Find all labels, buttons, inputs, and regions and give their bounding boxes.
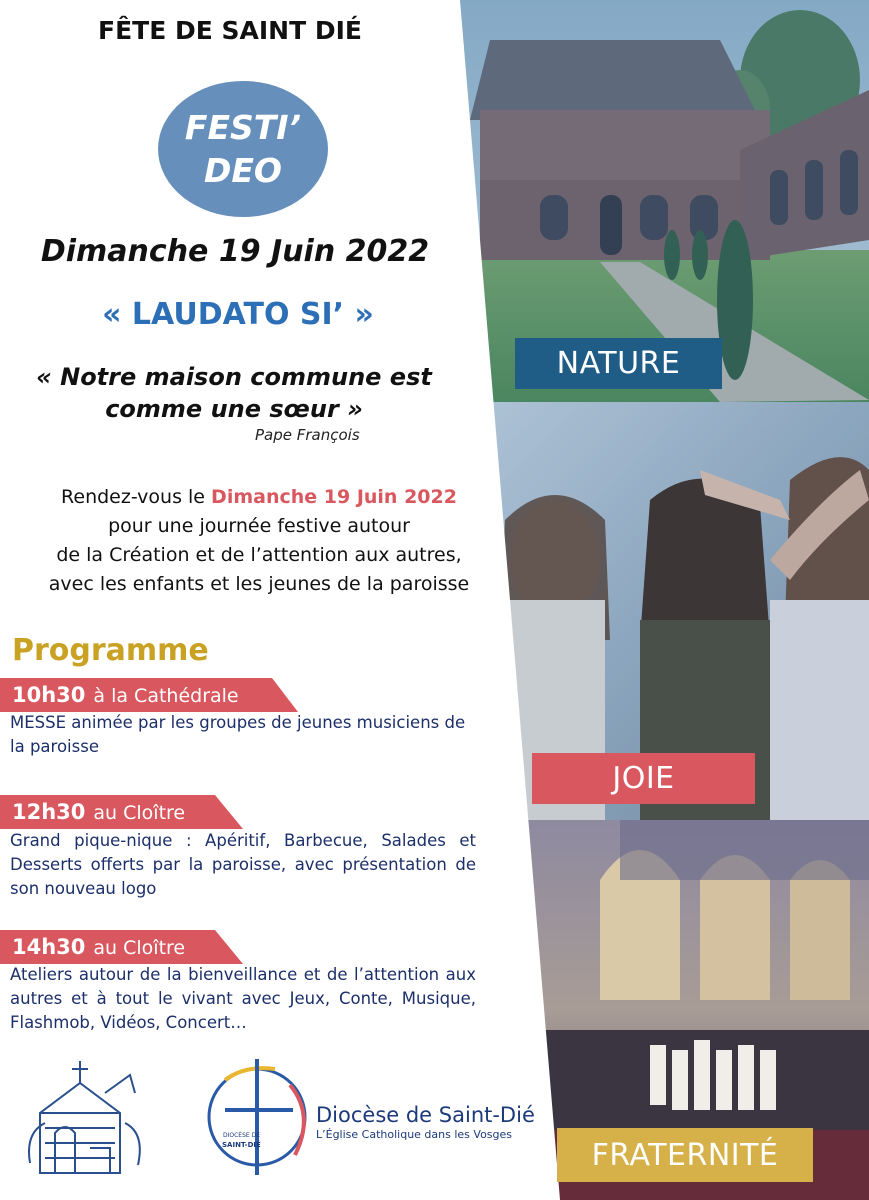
slot-3-time: 14h30 <box>12 935 86 959</box>
diocese-logo-text-1: DIOCÈSE DE <box>223 1132 261 1139</box>
festi-line-2: DEO <box>204 151 282 190</box>
intro-date: Dimanche 19 Juin 2022 <box>211 486 457 508</box>
slot-1-description: MESSE animée par les groupes de jeunes musiciens de la paroisse <box>10 713 466 756</box>
slot-1-header <box>0 678 300 712</box>
slot-2-description: Grand pique-nique : Apéritif, Barbecue, Salades et Desserts offerts par la paroisse, avec présentation de son nouveau logo <box>10 831 476 898</box>
slot-3-description: Ateliers autour de la bienveillance et de l’attention aux autres et à tout le vivant avec Jeux, Conte, Musique, Flashmob, Vidéos, Concert… <box>10 965 476 1032</box>
nature-tag: NATURE <box>515 338 722 389</box>
festi-line-1: FESTI’ <box>184 108 302 147</box>
diocese-logo <box>195 1055 320 1180</box>
intro-prefix: Rendez-vous le <box>61 486 212 508</box>
event-theme: « LAUDATO SI’ » <box>102 297 374 332</box>
quote <box>0 361 468 425</box>
slot-1-time: 10h30 <box>12 683 86 707</box>
slot-2-place: au Cloître <box>93 802 186 824</box>
intro-line-4: avec les enfants et les jeunes de la paroisse <box>48 573 470 595</box>
fraternite-tag: FRATERNITÉ <box>557 1128 813 1182</box>
parish-logo <box>20 1053 150 1179</box>
quote-line-2: comme une sœur » <box>105 395 363 423</box>
event-title: FÊTE DE SAINT DIÉ <box>98 16 362 45</box>
joie-tag: JOIE <box>532 753 755 804</box>
quote-author: Pape François <box>255 426 360 444</box>
festi-deo-badge <box>158 81 328 217</box>
diocese-name: Diocèse de Saint-Dié <box>316 1103 535 1127</box>
slot-2-time: 12h30 <box>12 800 86 824</box>
intro-line-1 <box>0 483 518 512</box>
slot-3-place: au Cloître <box>93 937 186 959</box>
diocese-logo-text-2: SAINT-DIÉ <box>222 1141 261 1149</box>
intro-line-2: pour une journée festive autour <box>108 515 410 537</box>
programme-title: Programme <box>12 633 209 668</box>
intro-text <box>0 483 518 599</box>
slot-2-header <box>0 795 245 829</box>
slot-3-header <box>0 930 245 964</box>
slot-1-place: à la Cathédrale <box>93 685 239 707</box>
intro-line-3: de la Création et de l’attention aux autres, <box>56 544 462 566</box>
event-date: Dimanche 19 Juin 2022 <box>40 234 430 269</box>
quote-line-1: « Notre maison commune est <box>36 363 432 391</box>
diocese-subtitle: L’Église Catholique dans les Vosges <box>316 1128 513 1141</box>
